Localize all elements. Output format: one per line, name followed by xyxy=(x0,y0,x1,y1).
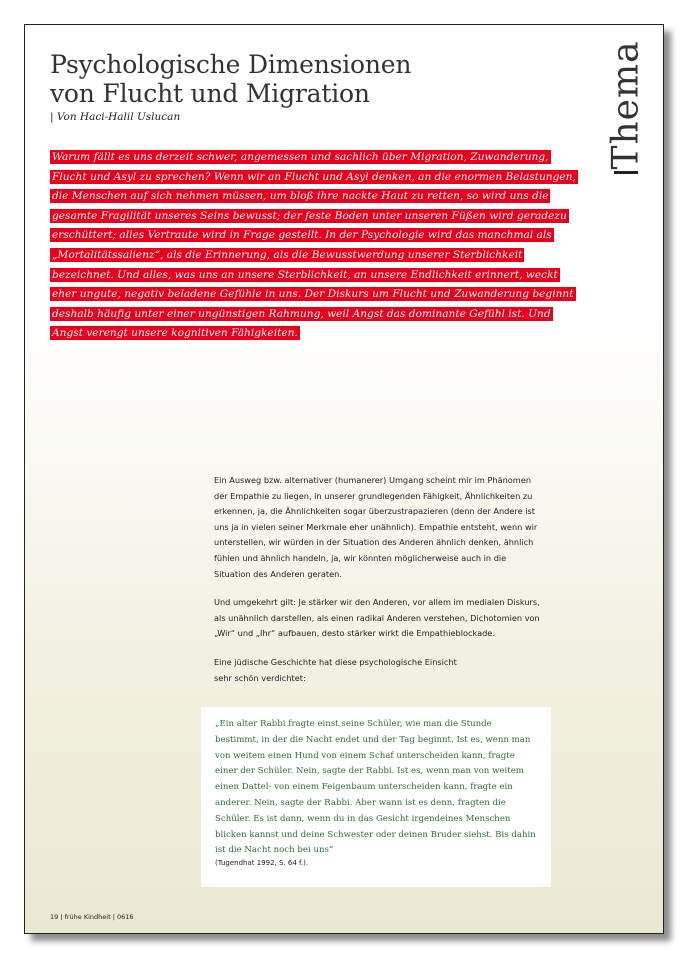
quote-box xyxy=(201,707,551,887)
quote-source: (Tugendhat 1992, S. 64 f.). xyxy=(215,859,309,868)
article-title xyxy=(50,50,411,108)
body-paragraph-3: Eine jüdische Geschichte hat diese psychologische Einsicht sehr schön verdichtet: xyxy=(214,656,457,683)
section-label: Thema xyxy=(605,40,647,170)
body-column xyxy=(214,473,544,699)
magazine-page xyxy=(24,24,664,934)
section-marker xyxy=(601,35,651,185)
title-line-2: von Flucht und Migration xyxy=(50,79,370,108)
title-line-1: Psychologische Dimensionen xyxy=(50,50,412,79)
page-footer: 19 | frühe Kindheit | 0616 xyxy=(50,913,134,921)
intro-paragraph xyxy=(50,148,580,344)
section-bar xyxy=(614,171,638,174)
quote-text: „Ein alter Rabbi fragte einst seine Schüler, wie man die Stunde bestimmt, in der die Nacht endet und der Tag beginnt. Ist es, wenn man von weitem einen Hund von einem Schaf unterscheiden kann, fragte einer der Schüler. Nein, sagte der Rabbi. Ist es, wenn man von weitem einen Dattel- von einem Feigenbaum unterscheiden kann, fragte ein anderer. Nein, sagte der Rabbi. Aber wann ist es denn, fragten die Schüler. Es ist dann, wenn du in das Gesicht irgendeines Menschen blicken kannst und deine Schwester oder deinen Bruder siehst. Bis dahin ist die Nacht noch bei uns“ xyxy=(215,719,536,856)
body-paragraph-1: Ein Ausweg bzw. alternativer (humanerer) Umgang scheint mir im Phänomen der Empathie zu liegen, in unserer grundlegenden Fähigkeit, Ähnlichkeiten zu erkennen, ja, die Ähnlichkeiten sogar überzustrapazieren (denn der Andere ist uns ja in vielen seiner Merkmale eher unähnlich). Empathie entsteht, wenn wir unterstellen, wir würden in der Situation des Anderen ähnlich denken, ähnlich fühlen und ähnlich handeln, ja, wir könnten möglicherweise auch in die Situation des Anderen geraten. xyxy=(214,475,538,579)
intro-highlight: Warum fällt es uns derzeit schwer, angemessen und sachlich über Migration, Zuwanderung, Flucht und Asyl zu sprechen? Wenn wir an Flucht und Asyl denken, an die enormen Belastungen, die Menschen auf sich nehmen müssen, um bloß ihre nackte Haut zu retten, so wird uns die gesamte Fragilität unseres Seins bewusst; der feste Boden unter unseren Füßen wird geradezu erschüttert; alles Vertraute wird in Frage gestellt. In der Psychologie wird das manchmal als „Mortalitätssalienz“, als die Erinnerung, als die Bewusstwerdung unserer Sterblichkeit bezeichnet. Und alles, was uns an unsere Sterblichkeit, an unsere Endlichkeit erinnert, weckt eher ungute, negativ beladene Gefühle in uns. Der Diskurs um Flucht und Zuwanderung beginnt deshalb häufig unter einer ungünstigen Rahmung, weil Angst das dominante Gefühl ist. Und Angst verengt unsere kognitiven Fähigkeiten. xyxy=(52,151,576,340)
body-paragraph-2: Und umgekehrt gilt: Je stärker wir den Anderen, vor allem im medialen Diskurs, als unähnlich darstellen, als einen radikal Anderen verstehen, Dichotomien von „Wir“ und „Ihr“ aufbauen, desto stärker wirkt die Empathieblockade. xyxy=(214,597,540,639)
author-byline: | Von Haci-Halil Uslucan xyxy=(50,111,181,123)
